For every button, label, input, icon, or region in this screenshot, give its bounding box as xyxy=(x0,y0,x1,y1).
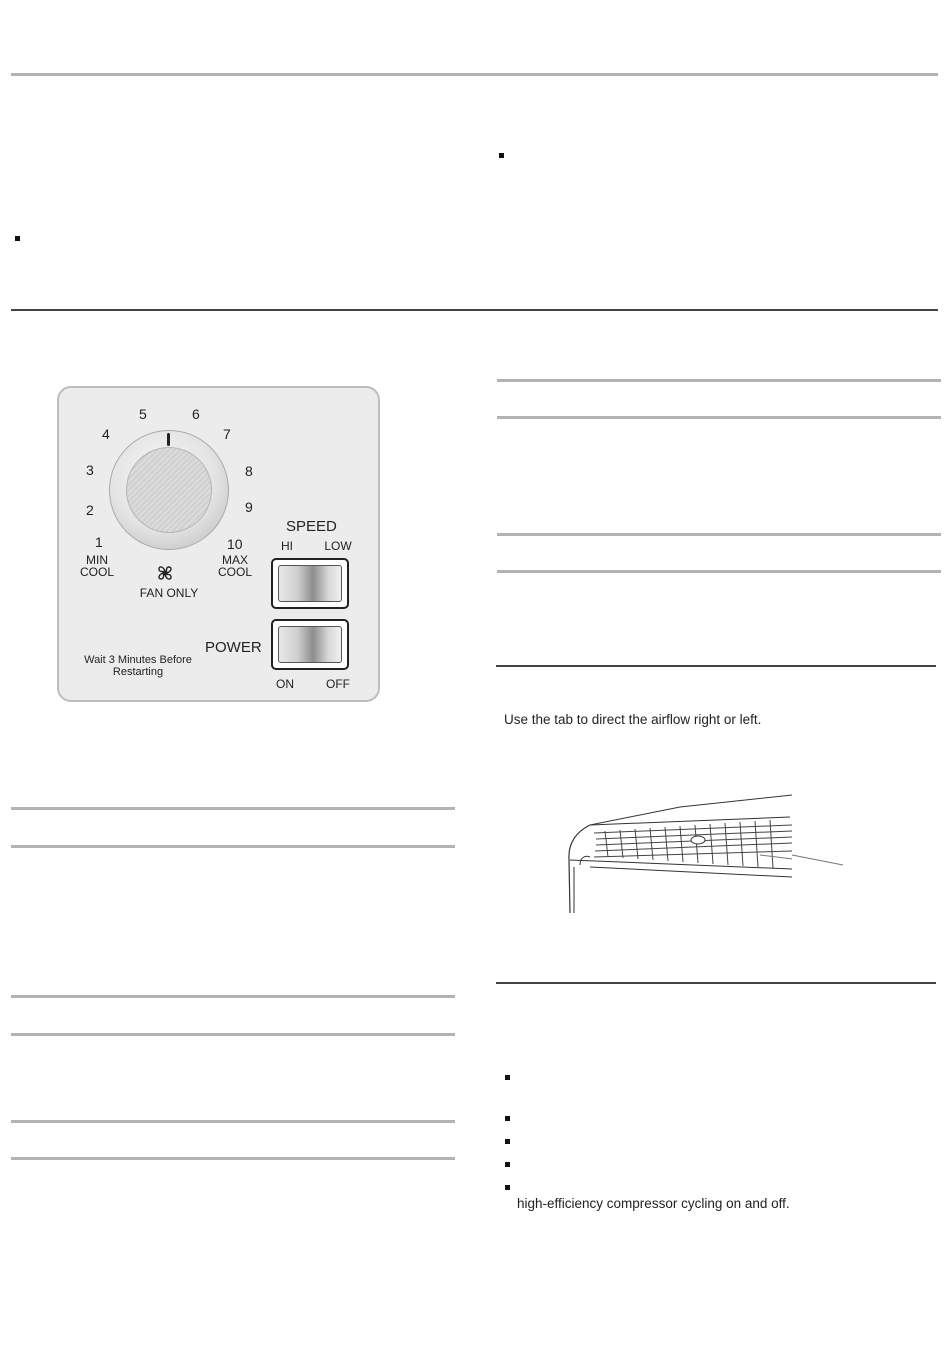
top-divider xyxy=(11,73,938,76)
dial-number-6: 6 xyxy=(192,406,200,422)
dial-number-8: 8 xyxy=(245,463,253,479)
dial-number-2: 2 xyxy=(86,502,94,518)
table-rule xyxy=(497,379,941,382)
bullet-marker xyxy=(505,1075,510,1080)
table-rule xyxy=(11,995,455,998)
dial-number-1: 1 xyxy=(95,534,103,550)
bullet-marker xyxy=(505,1139,510,1144)
power-rocker xyxy=(278,626,342,663)
fan-only-label: FAN ONLY xyxy=(139,586,199,600)
bullet-marker xyxy=(505,1185,510,1190)
air-direction-instruction: Use the tab to direct the airflow right or left. xyxy=(504,712,762,727)
control-panel xyxy=(57,386,380,702)
speed-hi-label: HI xyxy=(281,539,293,553)
section-divider xyxy=(496,982,936,984)
dial-number-10: 10 xyxy=(227,536,243,552)
table-rule xyxy=(497,533,941,536)
wait-notice-line2: Restarting xyxy=(112,666,164,678)
dial-number-5: 5 xyxy=(139,406,147,422)
section-divider xyxy=(496,665,936,667)
min-label: MIN xyxy=(86,553,108,567)
dial-number-7: 7 xyxy=(223,426,231,442)
dial-number-3: 3 xyxy=(86,462,94,478)
power-label: POWER xyxy=(205,639,262,656)
table-rule xyxy=(11,1033,455,1036)
bullet-marker xyxy=(15,236,20,241)
table-rule xyxy=(11,807,455,810)
dial-knob xyxy=(126,447,212,533)
speed-label: SPEED xyxy=(286,518,337,535)
bullet-marker xyxy=(505,1162,510,1167)
speed-low-label: LOW xyxy=(324,539,352,553)
power-switch[interactable] xyxy=(271,619,349,670)
speed-rocker xyxy=(278,565,342,602)
fan-icon xyxy=(156,564,174,582)
compressor-note: high-efficiency compressor cycling on and off. xyxy=(517,1196,790,1211)
speed-switch[interactable] xyxy=(271,558,349,609)
dial-number-9: 9 xyxy=(245,499,253,515)
air-conditioner-louver-illustration xyxy=(560,785,860,920)
power-off-label: OFF xyxy=(326,677,350,691)
min-cool-label: COOL xyxy=(79,565,114,579)
bullet-marker xyxy=(505,1116,510,1121)
wait-notice-line1: Wait 3 Minutes Before xyxy=(84,654,192,666)
power-on-label: ON xyxy=(276,677,294,691)
table-rule xyxy=(11,845,455,848)
temperature-dial[interactable] xyxy=(109,430,229,550)
table-rule xyxy=(11,1157,455,1160)
table-rule xyxy=(11,1120,455,1123)
bullet-marker xyxy=(499,153,504,158)
max-label: MAX xyxy=(221,553,248,567)
table-rule xyxy=(497,570,941,573)
section-divider xyxy=(11,309,938,311)
max-cool-label: COOL xyxy=(217,565,252,579)
table-rule xyxy=(497,416,941,419)
dial-indicator xyxy=(167,433,170,446)
dial-number-4: 4 xyxy=(102,426,110,442)
